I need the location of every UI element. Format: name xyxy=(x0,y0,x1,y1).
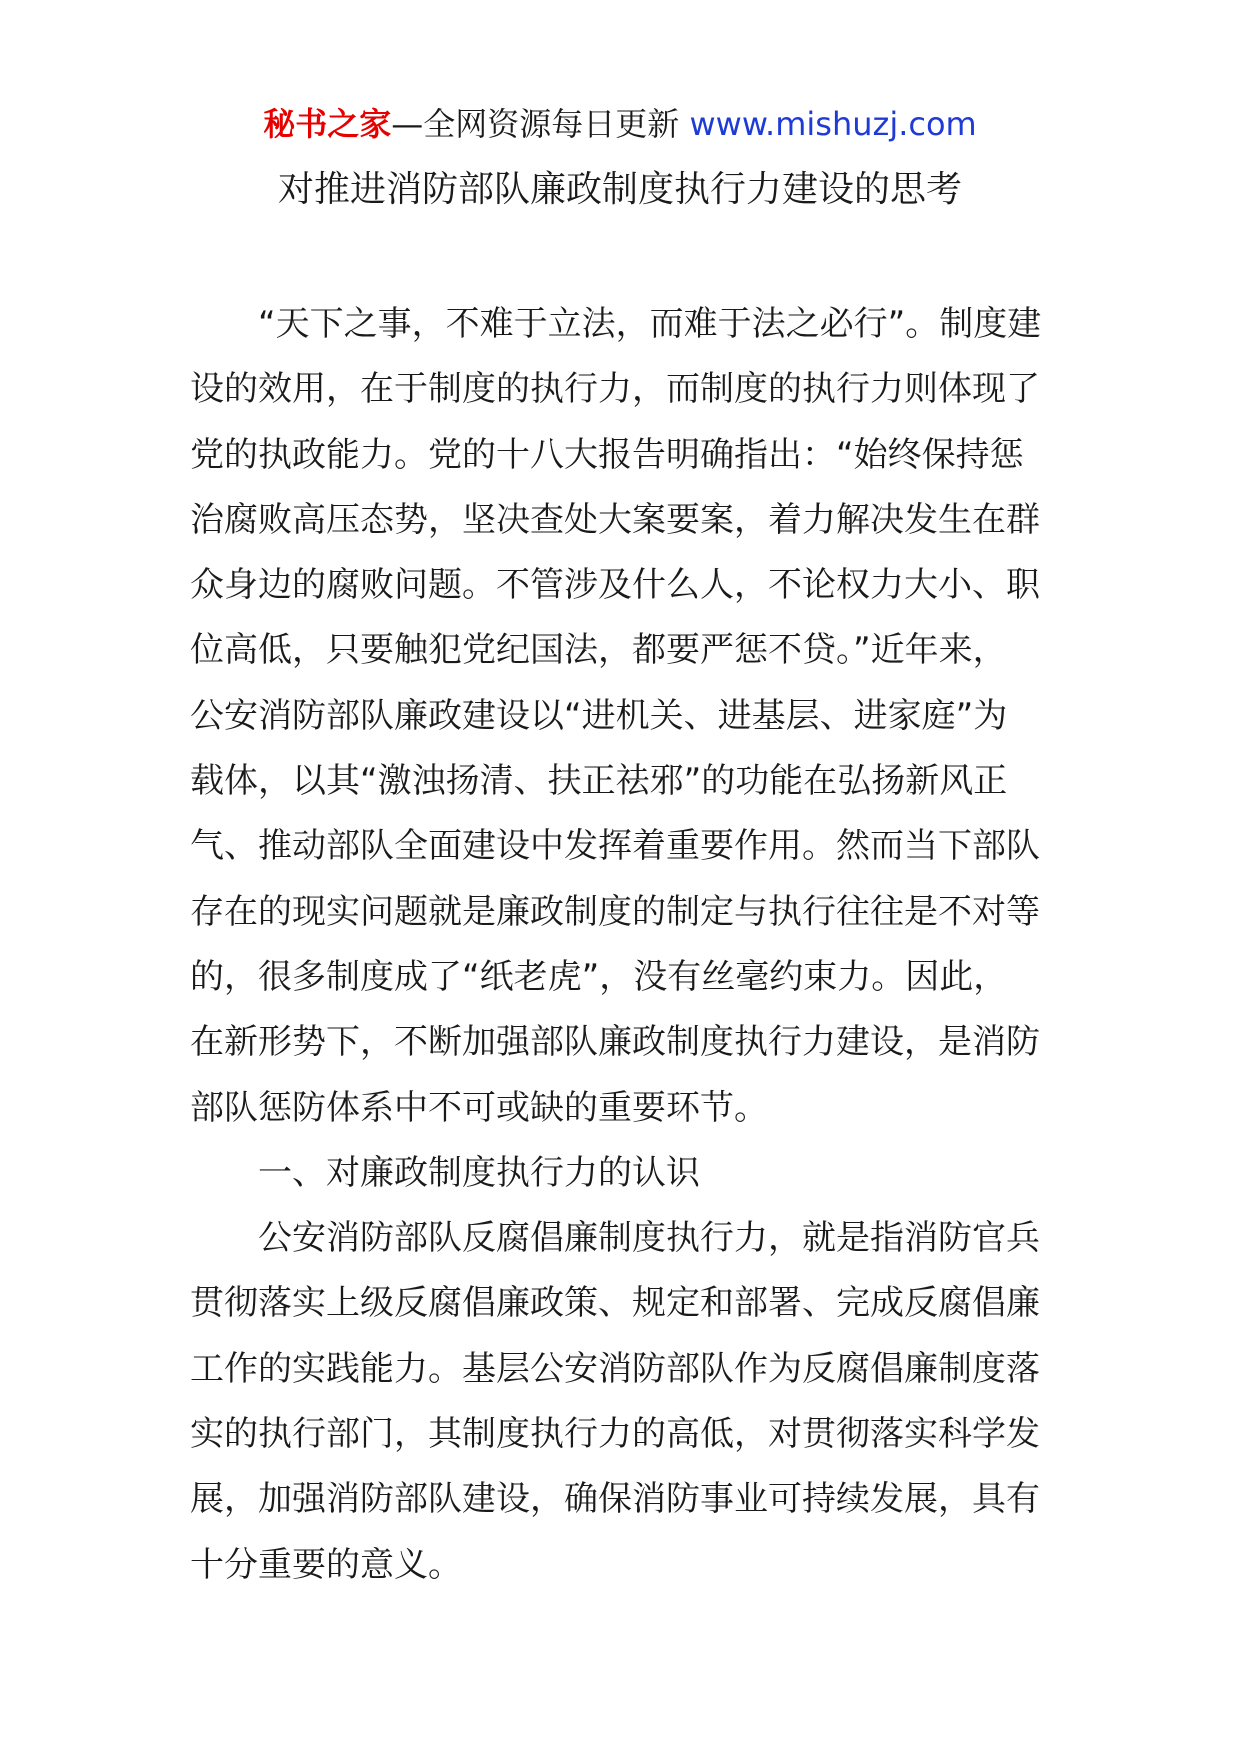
paragraph-line: 公安消防部队反腐倡廉制度执行力，就是指消防官兵 xyxy=(258,1218,1040,1259)
paragraph-line: 存在的现实问题就是廉政制度的制定与执行往往是不对等 xyxy=(190,891,1040,932)
paragraph-line: 部队惩防体系中不可或缺的重要环节。 xyxy=(190,1087,768,1128)
paragraph-line: 位高低，只要触犯党纪国法，都要严惩不贷。”近年来， xyxy=(190,630,1007,671)
paragraph-line: 党的执政能力。党的十八大报告明确指出：“始终保持惩 xyxy=(190,434,1024,475)
paragraph-line: 众身边的腐败问题。不管涉及什么人，不论权力大小、职 xyxy=(190,565,1040,606)
section-heading: 一、对廉政制度执行力的认识 xyxy=(258,1152,700,1193)
paragraph-line: 的，很多制度成了“纸老虎”，没有丝毫约束力。因此， xyxy=(190,956,1008,997)
site-tagline: —全网资源每日更新 xyxy=(391,105,690,143)
paragraph-line: “天下之事，不难于立法，而难于法之必行”。制度建 xyxy=(258,304,1042,344)
paragraph-line: 十分重要的意义。 xyxy=(190,1544,462,1585)
paragraph-line: 工作的实践能力。基层公安消防部队作为反腐倡廉制度落 xyxy=(190,1348,1040,1389)
paragraph-line: 展，加强消防部队建设，确保消防事业可持续发展，具有 xyxy=(190,1479,1040,1520)
paragraph-line: 公安消防部队廉政建设以“进机关、进基层、进家庭”为 xyxy=(190,695,1008,736)
paragraph-line: 设的效用，在于制度的执行力，而制度的执行力则体现了 xyxy=(190,369,1040,410)
document-title: 对推进消防部队廉政制度执行力建设的思考 xyxy=(277,169,962,210)
site-url-link[interactable]: www.mishuzj.com xyxy=(689,105,977,143)
site-header xyxy=(0,101,1240,147)
site-brand: 秘书之家 xyxy=(263,105,392,143)
paragraph-line: 贯彻落实上级反腐倡廉政策、规定和部署、完成反腐倡廉 xyxy=(190,1283,1040,1324)
paragraph-line: 气、推动部队全面建设中发挥着重要作用。然而当下部队 xyxy=(190,826,1040,867)
paragraph-line: 载体，以其“激浊扬清、扶正祛邪”的功能在弘扬新风正 xyxy=(190,761,1008,802)
document-body xyxy=(190,292,1060,1598)
paragraph-line: 实的执行部门，其制度执行力的高低，对贯彻落实科学发 xyxy=(190,1414,1040,1455)
paragraph-line: 治腐败高压态势，坚决查处大案要案，着力解决发生在群 xyxy=(190,499,1040,540)
paragraph-line: 在新形势下，不断加强部队廉政制度执行力建设，是消防 xyxy=(190,1022,1040,1063)
